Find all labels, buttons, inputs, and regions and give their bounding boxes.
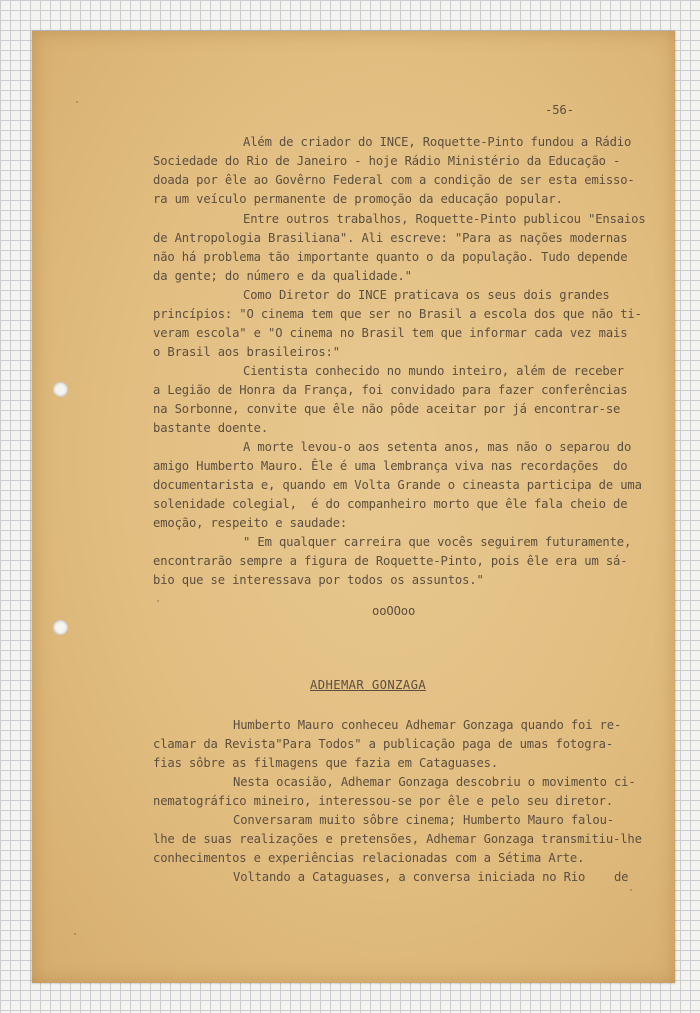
text-line: princípios: "O cinema tem que ser no Brasil a escola dos que não ti- [153, 307, 642, 321]
text-line: não há problema tão importante quanto o da população. Tudo depende [153, 250, 628, 264]
text-line: solenidade colegial, é do companheiro morto que êle fala cheio de [153, 497, 628, 511]
text-line: encontrarão sempre a figura de Roquette-Pinto, pois êle era um sá- [153, 554, 628, 568]
text-line: fias sôbre as filmagens que fazia em Cataguases. [153, 756, 498, 770]
text-line: Voltando a Cataguases, a conversa iniciada no Rio de [233, 870, 629, 884]
text-line: " Em qualquer carreira que vocês seguirem futuramente, [243, 535, 632, 549]
punch-hole [53, 620, 68, 635]
page-number: -56- [545, 103, 574, 117]
text-line: bio que se interessava por todos os assuntos." [153, 573, 484, 587]
text-line: bastante doente. [153, 421, 268, 435]
punch-hole [53, 382, 68, 397]
text-line: clamar da Revista"Para Todos" a publicação paga de umas fotogra- [153, 737, 613, 751]
text-line: A morte levou-o aos setenta anos, mas não o separou do [243, 440, 632, 454]
text-line: doada por êle ao Govêrno Federal com a condição de ser esta emisso- [153, 173, 635, 187]
text-line: conhecimentos e experiências relacionadas com a Sétima Arte. [153, 851, 585, 865]
text-line: nematográfico mineiro, interessou-se por êle e pelo seu diretor. [153, 794, 613, 808]
text-line: Nesta ocasião, Adhemar Gonzaga descobriu o movimento ci- [233, 775, 636, 789]
text-line: o Brasil aos brasileiros:" [153, 345, 340, 359]
paper-speck [630, 889, 632, 891]
text-line: Sociedade do Rio de Janeiro - hoje Rádio Ministério da Educação - [153, 154, 621, 168]
text-line: na Sorbonne, convite que êle não pôde aceitar por já encontrar-se [153, 402, 621, 416]
section-title: ADHEMAR GONZAGA [310, 678, 427, 692]
text-line: Como Diretor do INCE praticava os seus dois grandes [243, 288, 610, 302]
typewritten-page [32, 31, 675, 983]
paper-speck [74, 933, 76, 935]
section-separator: ooOOoo [372, 604, 416, 618]
text-line: documentarista e, quando em Volta Grande o cineasta participa de uma [153, 478, 642, 492]
text-line: ra um veículo permanente de promoção da educação popular. [153, 192, 563, 206]
text-line: Cientista conhecido no mundo inteiro, além de receber [243, 364, 624, 378]
text-line: Entre outros trabalhos, Roquette-Pinto publicou "Ensaios [243, 212, 646, 226]
text-line: veram escola" e "O cinema no Brasil tem que informar cada vez mais [153, 326, 628, 340]
text-line: Conversaram muito sôbre cinema; Humberto Mauro falou- [233, 813, 614, 827]
paper-speck [76, 101, 78, 103]
text-line: a Legião de Honra da França, foi convidado para fazer conferências [153, 383, 628, 397]
text-line: da gente; do número e da qualidade." [153, 269, 412, 283]
text-line: emoção, respeito e saudade: [153, 516, 348, 530]
paper-speck [157, 600, 159, 602]
text-line: Humberto Mauro conheceu Adhemar Gonzaga quando foi re- [233, 718, 622, 732]
text-line: Além de criador do INCE, Roquette-Pinto fundou a Rádio [243, 135, 632, 149]
text-line: lhe de suas realizações e pretensões, Adhemar Gonzaga transmitiu-lhe [153, 832, 642, 846]
text-line: amigo Humberto Mauro. Êle é uma lembrança viva nas recordações do [153, 459, 628, 473]
text-line: de Antropologia Brasiliana". Ali escreve: "Para as nações modernas [153, 231, 628, 245]
